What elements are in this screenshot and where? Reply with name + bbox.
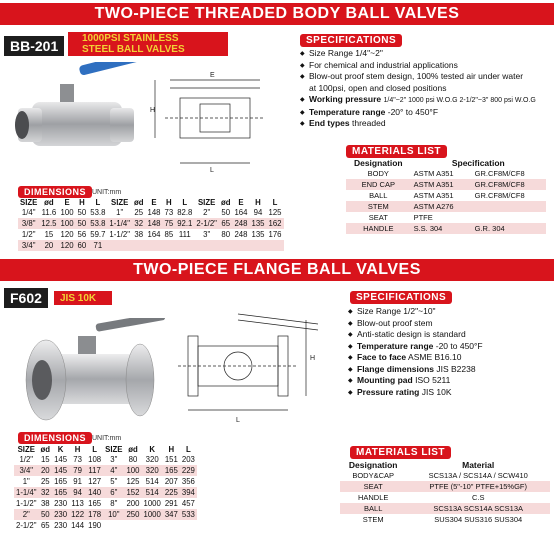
dim-col-header: K: [149, 445, 155, 454]
dim-cell: 203: [181, 455, 195, 464]
dim-cell: 1000: [143, 499, 161, 508]
dim-cell: 164: [147, 230, 161, 239]
dim-cell: 94: [253, 208, 263, 217]
top-spec-item: ◆ End types threaded: [300, 118, 554, 130]
dim-cell: 120: [60, 241, 74, 250]
dim-cell: 457: [181, 499, 195, 508]
dim-cell: 1-1/4": [109, 219, 130, 228]
bottom-dim-unit: UNIT:mm: [92, 435, 122, 442]
dim-cell: 20: [39, 465, 53, 476]
table-row: [18, 218, 284, 229]
dim-cell: 165: [54, 488, 68, 497]
dim-cell: 250: [126, 510, 140, 519]
dim-cell: 514: [141, 487, 162, 498]
dim-cell: 145: [54, 466, 68, 475]
dim-col-header: SIZE: [17, 445, 35, 454]
dim-cell: 50: [77, 219, 87, 228]
top-dim-unit: UNIT:mm: [92, 189, 122, 196]
dim-cell: [103, 520, 124, 531]
top-spec-item: at 100psi, open and closed positions: [309, 82, 447, 93]
dim-cell: 1/2": [21, 230, 36, 239]
dim-col-header: ød: [40, 445, 51, 454]
dim-cell: 248: [234, 219, 248, 228]
dim-cell: [141, 520, 162, 531]
dim-cell: 25: [134, 208, 144, 217]
bottom-subtitle: JIS 10K: [60, 293, 97, 304]
dim-cell: 135: [251, 219, 265, 228]
dim-cell: 190: [88, 521, 102, 530]
mat-col-header: Specification: [451, 158, 505, 168]
table-row: [14, 498, 197, 509]
dim-cell: 25: [40, 477, 50, 486]
dim-cell: 165: [164, 466, 178, 475]
dim-header-row: [18, 198, 284, 207]
bottom-dimensions-table: [14, 445, 197, 531]
dim-cell: [219, 240, 233, 251]
drawing-label-h: H: [150, 107, 156, 114]
dim-cell: 165: [54, 477, 68, 486]
dim-cell: [194, 240, 219, 251]
top-dimensions-table: [18, 198, 284, 251]
dim-col-header: SIZE: [111, 198, 129, 207]
dim-cell: 91: [73, 477, 82, 486]
dim-cell: 145: [54, 455, 68, 464]
dim-cell: 113: [71, 499, 84, 508]
dim-cell: 200: [126, 499, 140, 508]
bottom-spec-item: ◆ Blow-out proof stem: [348, 318, 548, 330]
dim-cell: 162: [268, 219, 282, 228]
dim-cell: [163, 240, 176, 251]
bottom-materials-heading: MATERIALS LIST: [350, 446, 451, 459]
dim-cell: 125: [126, 477, 140, 486]
dim-cell: 1-1/2": [109, 230, 130, 239]
dim-cell: [267, 240, 284, 251]
dim-cell: 50: [39, 509, 53, 520]
top-subtitle-line1: 1000PSI STAINLESS: [82, 33, 179, 44]
dim-header-row: [14, 445, 197, 454]
dim-cell: 15: [44, 230, 54, 239]
table-row: BALL ASTM A351 GR.CF8M/CF8: [369, 191, 525, 200]
dim-col-header: ød: [220, 198, 231, 207]
top-materials-table: [346, 158, 546, 234]
mat-col-header: Designation: [353, 158, 403, 168]
dim-cell: 1/4": [21, 208, 36, 217]
dim-cell: 59.7: [90, 230, 106, 239]
top-materials-heading: MATERIALS LIST: [346, 145, 447, 158]
dim-cell: 347: [164, 510, 178, 519]
dim-col-header: H: [74, 445, 81, 454]
dim-cell: 85: [164, 230, 174, 239]
dim-col-header: E: [238, 198, 244, 207]
bottom-spec-item: ◆ Mounting pad ISO 5211: [348, 375, 548, 387]
bottom-spec-heading: SPECIFICATIONS: [350, 291, 452, 304]
dim-cell: 111: [178, 230, 191, 239]
table-row: [14, 509, 197, 520]
dim-cell: 120: [60, 230, 74, 239]
dim-cell: 148: [147, 208, 161, 217]
dim-cell: 3": [203, 230, 211, 239]
table-row: BALL SCS13A SCS14A SCS13A: [340, 503, 550, 514]
dim-cell: 80: [221, 230, 231, 239]
mat-col-header: Designation: [348, 460, 398, 470]
table-row: STEM SUS304 SUS316 SUS304: [362, 515, 523, 524]
dim-cell: 71: [88, 240, 107, 251]
dim-cell: 533: [181, 510, 195, 519]
top-spec-item: ◆ Size Range 1/4"~2": [300, 48, 554, 60]
dim-cell: 38: [134, 230, 144, 239]
table-row: SEAT PTFE: [368, 213, 433, 222]
dim-cell: 65: [40, 521, 50, 530]
dim-col-header: ød: [133, 198, 144, 207]
dim-cell: [132, 240, 146, 251]
dim-cell: 1": [116, 208, 124, 217]
dim-cell: 20: [39, 240, 58, 251]
bottom-dimensions-heading: DIMENSIONS: [18, 432, 92, 444]
dim-cell: 65: [219, 218, 233, 229]
dim-cell: 178: [88, 510, 102, 519]
table-row: STEM ASTM A276: [346, 201, 546, 212]
dim-cell: [180, 520, 197, 531]
dim-cell: 127: [88, 477, 102, 486]
dim-col-header: ød: [44, 198, 54, 207]
bottom-spec-item: ◆ Temperature range -20 to 450°F: [348, 341, 548, 353]
dim-col-header: H: [79, 198, 85, 207]
drawing-label-l2: L: [236, 417, 240, 424]
dim-cell: 56: [77, 230, 87, 239]
dim-col-header: L: [92, 445, 97, 454]
dim-cell: 73: [164, 208, 174, 217]
table-row: [14, 487, 197, 498]
dim-cell: 73: [73, 455, 82, 464]
bottom-spec-item: ◆ Face to face ASME B16.10: [348, 352, 548, 364]
dim-cell: [232, 240, 249, 251]
top-spec-item: ◆ Working pressure 1/4"~2" 1000 psi W.O.G 2-1/2"~3" 800 psi W.O.G: [300, 94, 554, 107]
bottom-spec-item: ◆ Size Range 1/2"~10": [348, 306, 548, 318]
drawing-label-e: E: [210, 72, 215, 79]
dim-cell: 151: [164, 455, 178, 464]
dim-cell: 79: [69, 465, 86, 476]
dim-cell: 3": [110, 455, 118, 464]
dim-cell: 225: [164, 488, 178, 497]
dim-cell: 1/2": [19, 455, 34, 464]
top-dimensions-heading: DIMENSIONS: [18, 186, 92, 198]
table-row: END CAP ASTM A351 GR.CF8M/CF8: [346, 179, 546, 190]
dim-cell: 8": [110, 499, 118, 508]
dim-cell: 80: [128, 455, 138, 464]
dim-cell: 53.8: [90, 219, 106, 228]
dim-cell: 1-1/4": [16, 488, 37, 497]
drawing-label-l: L: [210, 167, 214, 174]
dim-cell: 1": [22, 477, 30, 486]
dim-col-header: SIZE: [105, 445, 123, 454]
table-row: HANDLE S.S. 304 G.R. 304: [346, 223, 546, 234]
table-row: [14, 454, 197, 465]
dim-cell: 11.6: [41, 208, 57, 217]
bottom-materials-table: [340, 460, 550, 525]
dim-cell: 38: [40, 499, 50, 508]
dim-cell: 164: [234, 208, 248, 217]
table-row: [14, 465, 197, 476]
dim-col-header: ød: [128, 445, 138, 454]
drawing-label-h2: H: [310, 355, 316, 362]
dim-cell: 4": [103, 465, 124, 476]
dim-cell: 15: [40, 455, 50, 464]
dim-cell: 1-1/2": [16, 499, 37, 508]
top-spec-item: ◆ For chemical and industrial applications: [300, 60, 554, 72]
dim-col-header: L: [95, 198, 101, 207]
dim-col-header: L: [182, 198, 188, 207]
dim-cell: 230: [54, 521, 68, 530]
dim-cell: 108: [88, 455, 102, 464]
bottom-spec-item: ◆ Anti-static design is standard: [348, 329, 548, 341]
flange-valves-banner: TWO-PIECE FLANGE BALL VALVES: [0, 259, 554, 281]
dim-cell: 229: [181, 466, 195, 475]
dim-cell: 53.8: [90, 208, 106, 217]
dim-cell: 2-1/2": [16, 521, 37, 530]
dim-cell: 152: [126, 488, 140, 497]
dim-cell: 2-1/2": [196, 219, 217, 228]
dim-cell: 60: [77, 241, 87, 250]
table-row: [14, 520, 197, 531]
dim-cell: 144: [71, 521, 85, 530]
mat-col-header: Material: [462, 460, 495, 470]
dim-cell: [146, 240, 163, 251]
dim-cell: [175, 240, 194, 251]
dim-cell: 6": [103, 487, 124, 498]
dim-cell: 1000: [143, 510, 161, 519]
dim-cell: 100: [60, 208, 74, 217]
top-model-label: BB-201: [4, 36, 64, 56]
dim-cell: 320: [145, 455, 159, 464]
dim-col-header: H: [168, 445, 175, 454]
threaded-valves-banner: TWO-PIECE THREADED BODY BALL VALVES: [0, 3, 554, 25]
dim-cell: 100: [126, 466, 140, 475]
dim-cell: 92.1: [177, 219, 193, 228]
dim-cell: 248: [234, 230, 248, 239]
dim-col-header: E: [64, 198, 70, 207]
table-row: BODY ASTM A351 GR.CF8M/CF8: [367, 169, 525, 178]
table-row: [18, 207, 284, 218]
dim-cell: 3/8": [18, 218, 39, 229]
dim-cell: 176: [268, 230, 282, 239]
dim-col-header: SIZE: [20, 198, 38, 207]
dim-col-header: E: [151, 198, 157, 207]
table-row: [18, 229, 284, 240]
dim-col-header: K: [57, 445, 64, 454]
bottom-model-label: F602: [4, 288, 48, 308]
dim-cell: 230: [54, 510, 68, 519]
flange-ball-valve-photo: [16, 318, 166, 428]
dim-cell: 125: [268, 208, 282, 217]
dim-col-header: H: [166, 198, 172, 207]
dim-cell: 75: [164, 219, 174, 228]
dim-cell: 3/4": [14, 465, 39, 476]
dim-cell: 291: [164, 499, 178, 508]
dim-cell: [249, 240, 266, 251]
dim-cell: 320: [141, 465, 162, 476]
table-row: BODY&CAP SCS13A / SCS14A / SCW410: [352, 471, 528, 480]
table-row: [14, 476, 197, 487]
dim-cell: 514: [145, 477, 159, 486]
dim-cell: 50: [221, 208, 231, 217]
dim-cell: [107, 240, 132, 251]
dim-cell: 100: [60, 219, 74, 228]
table-row: [18, 240, 284, 251]
table-row: HANDLE C.S: [357, 493, 485, 502]
bottom-spec-item: ◆ Flange dimensions JIS B2238: [348, 364, 548, 376]
table-row: SEAT PTFE (5"-10" PTFE+15%GF): [340, 481, 550, 492]
dim-cell: [163, 520, 180, 531]
dim-cell: 3/4": [18, 240, 39, 251]
bottom-spec-item: ◆ Pressure rating JIS 10K: [348, 387, 548, 399]
dim-cell: 50: [77, 208, 87, 217]
top-spec-item: ◆ Blow-out proof stem design, 100% tested air under water: [300, 71, 554, 83]
dim-cell: 2": [203, 208, 211, 217]
dim-col-header: L: [272, 198, 278, 207]
dim-cell: 122: [71, 510, 85, 519]
top-subtitle-line2: STEEL BALL VALVES: [82, 44, 185, 55]
dim-cell: 140: [88, 488, 102, 497]
dim-cell: 32: [132, 218, 146, 229]
dim-col-header: H: [255, 198, 261, 207]
top-spec-list: [300, 48, 554, 130]
threaded-valve-drawing: [150, 68, 280, 180]
flange-valve-drawing: [178, 300, 328, 430]
dim-cell: 32: [39, 487, 53, 498]
dim-cell: 165: [88, 499, 102, 508]
dim-cell: 10": [103, 509, 124, 520]
bottom-spec-list: [348, 306, 548, 398]
dim-cell: 82.8: [177, 208, 193, 217]
dim-cell: 135: [251, 230, 265, 239]
threaded-ball-valve-photo: [10, 62, 150, 182]
dim-cell: [124, 520, 141, 531]
dim-cell: 94: [69, 487, 86, 498]
top-spec-item: ◆ Temperature range -20° to 450°F: [300, 107, 554, 119]
top-spec-heading: SPECIFICATIONS: [300, 34, 402, 47]
dim-cell: 117: [86, 465, 103, 476]
dim-cell: 207: [164, 477, 178, 486]
dim-cell: 230: [54, 499, 68, 508]
dim-cell: 5": [110, 477, 118, 486]
dim-cell: 394: [181, 488, 195, 497]
dim-cell: 2": [14, 509, 39, 520]
dim-col-header: L: [185, 445, 191, 454]
dim-col-header: SIZE: [197, 198, 216, 207]
dim-cell: 12.5: [41, 219, 57, 228]
dim-cell: 356: [181, 477, 195, 486]
dim-cell: 148: [147, 219, 161, 228]
